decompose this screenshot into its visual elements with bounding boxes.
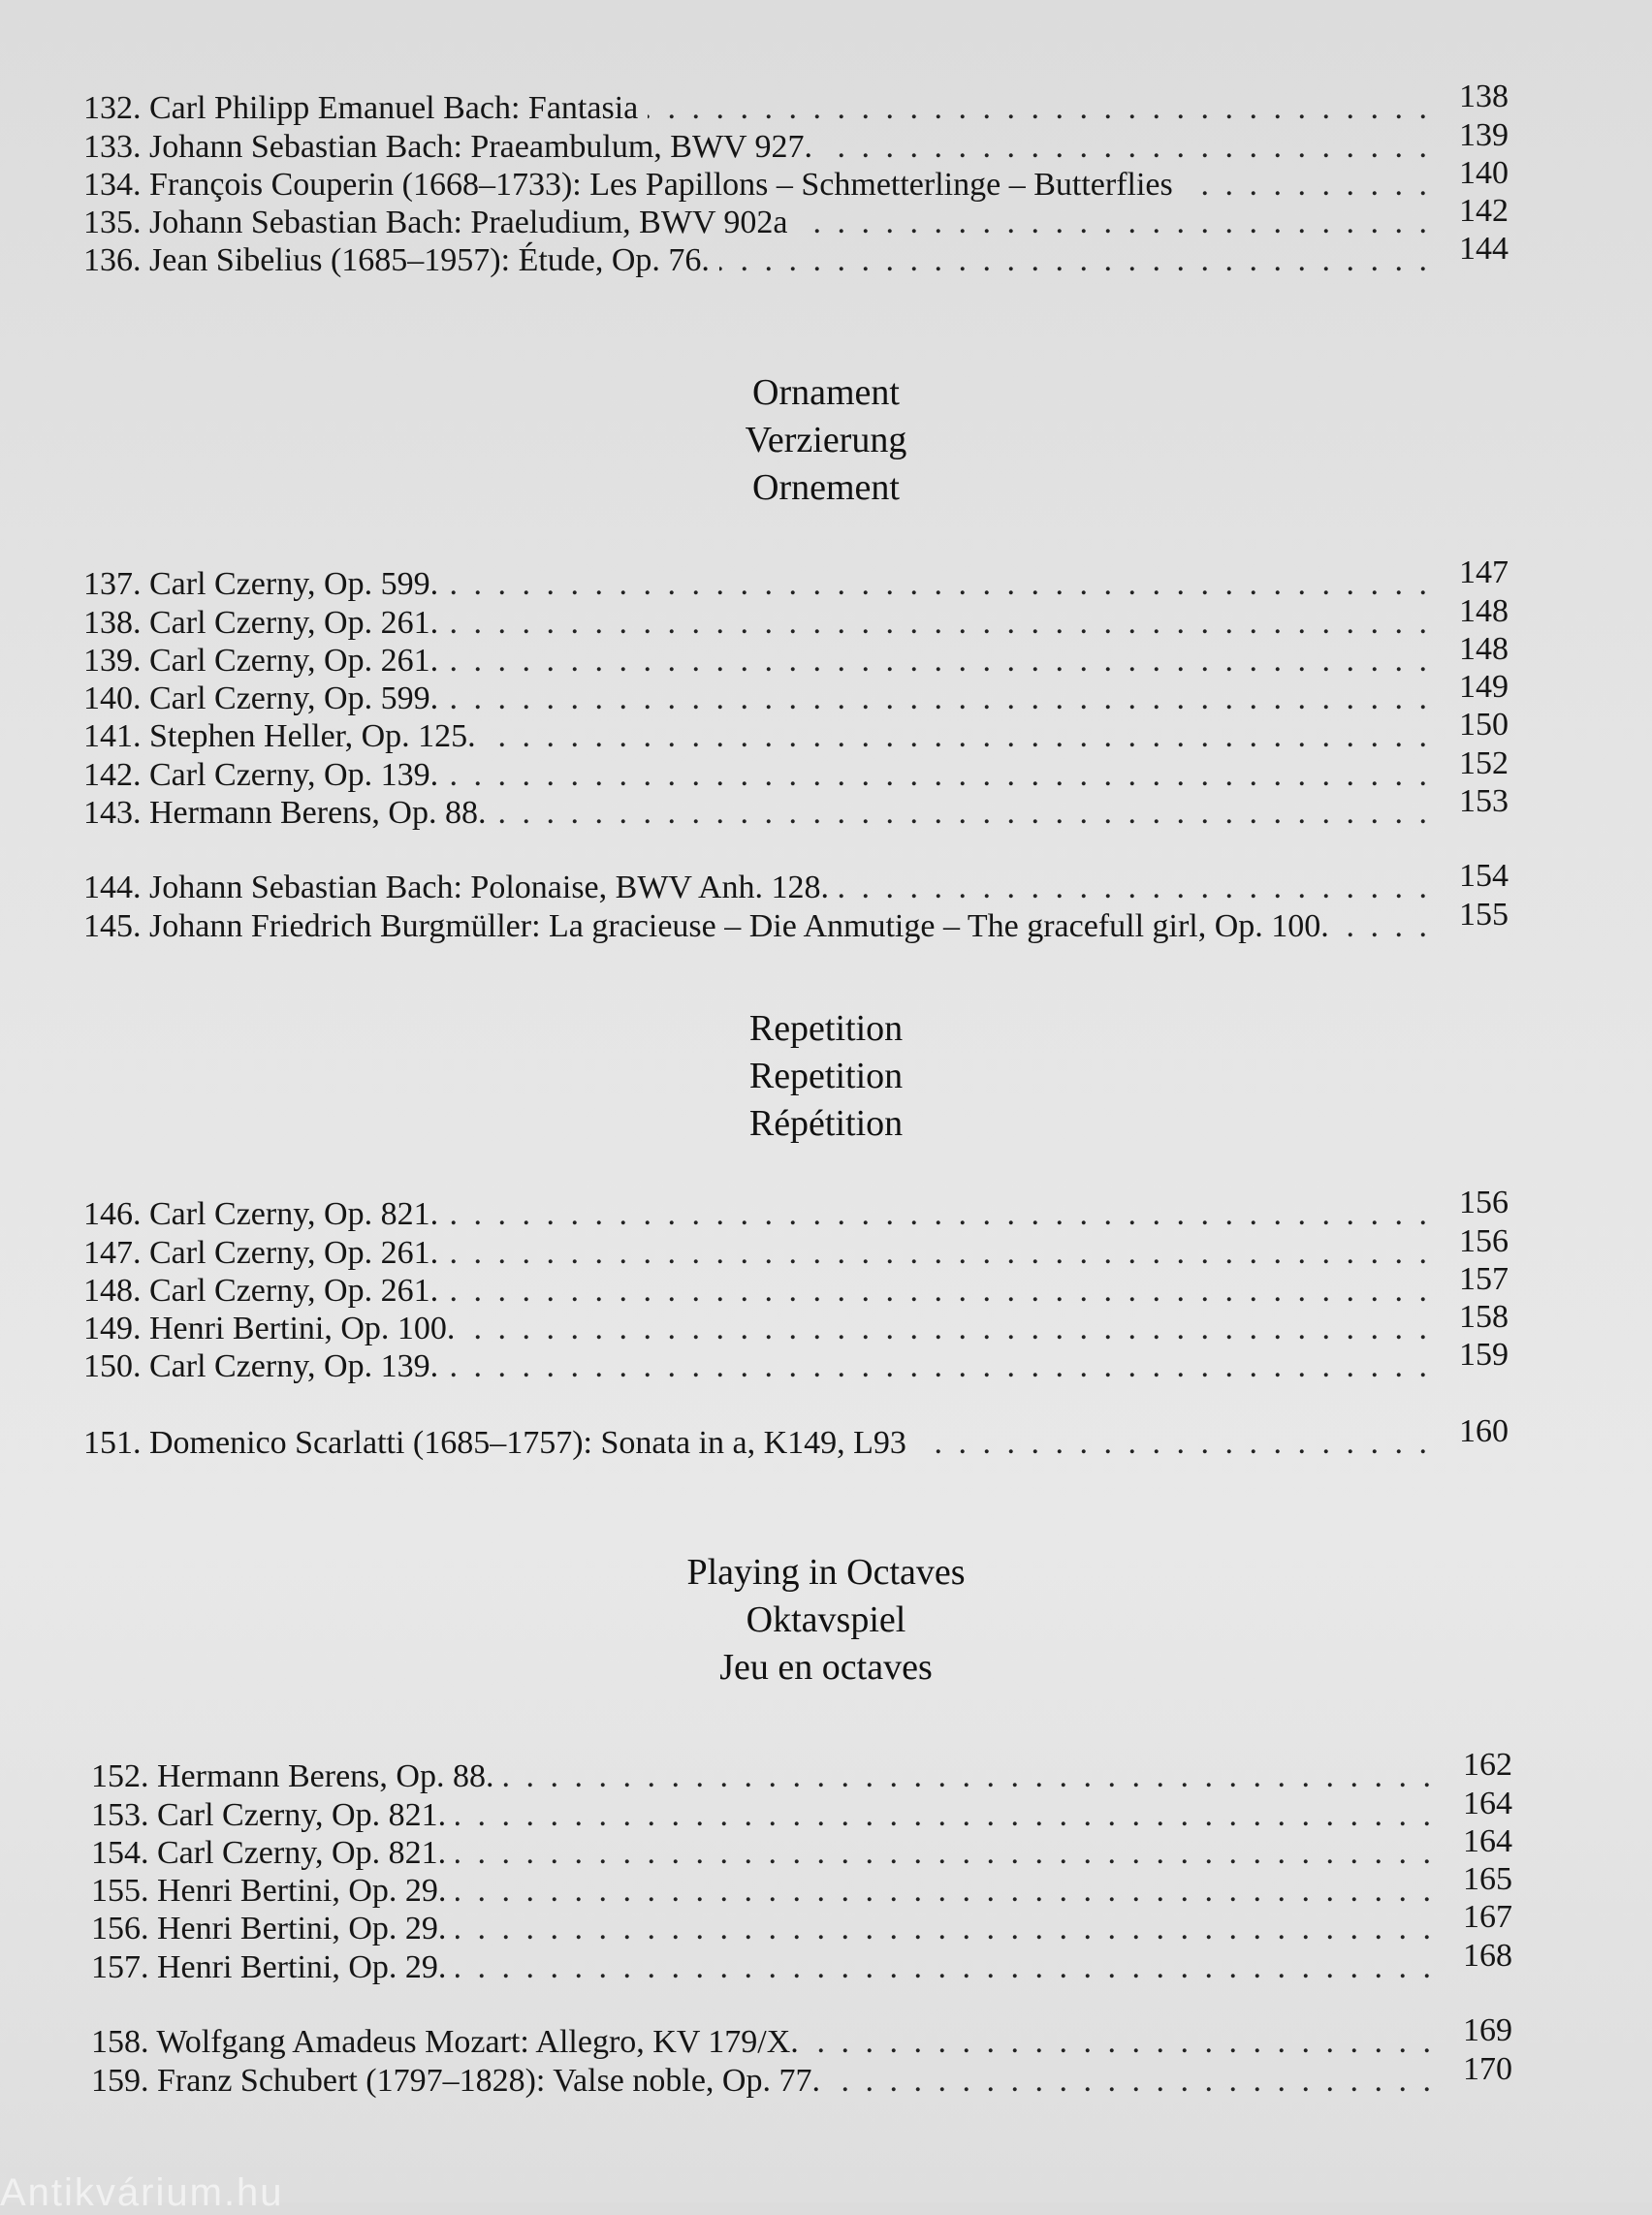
entry-title: 157. Henri Bertini, Op. 29.	[91, 1948, 447, 1985]
toc-entry	[83, 630, 1509, 680]
entry-title: 134. François Couperin (1668–1733): Les Papillons – Schmetterlinge – Butterflies	[83, 166, 1173, 203]
toc-entry	[83, 193, 1509, 241]
dot-leader	[448, 604, 1431, 642]
heading-line: Ornement	[752, 467, 900, 508]
toc-entry	[91, 1937, 1512, 1985]
dot-leader	[448, 565, 1431, 603]
entry-page-number: 155	[1459, 896, 1509, 933]
entry-title: 159. Franz Schubert (1797–1828): Valse noble, Op. 77.	[91, 2062, 820, 2099]
toc-entry	[91, 1785, 1512, 1833]
heading-line: Repetition	[748, 1056, 904, 1096]
dot-leader	[456, 1948, 1435, 1986]
heading-line: Verzierung	[745, 420, 907, 460]
entry-title: 141. Stephen Heller, Op. 125.	[83, 718, 476, 755]
entry-title: 139. Carl Czerny, Op. 261.	[83, 642, 439, 679]
dot-leader	[448, 1272, 1431, 1310]
toc-entry	[91, 1861, 1512, 1910]
toc-entry	[83, 154, 1509, 204]
entry-title: 135. Johann Sebastian Bach: Praeludium, BWV 902a	[83, 205, 788, 241]
entry-page-number: 153	[1459, 783, 1509, 820]
toc-group	[91, 1747, 1512, 1986]
entry-page-number: 159	[1459, 1337, 1509, 1374]
section-heading-octaves	[0, 1549, 1652, 1692]
entry-title: 138. Carl Czerny, Op. 261.	[83, 604, 439, 641]
toc-entry	[91, 1822, 1512, 1872]
entry-title: 148. Carl Czerny, Op. 261.	[83, 1272, 439, 1309]
entry-page-number: 164	[1463, 1785, 1512, 1821]
toc-entry	[83, 1413, 1509, 1462]
toc-entry	[91, 2012, 1512, 2061]
dot-leader	[503, 1757, 1435, 1795]
entry-title: 149. Henri Bertini, Op. 100.	[83, 1311, 456, 1347]
dot-leader	[456, 1834, 1435, 1872]
entry-title: 158. Wolfgang Amadeus Mozart: Allegro, KV 179/X.	[91, 2024, 799, 2061]
entry-page-number: 157	[1459, 1260, 1509, 1297]
entry-page-number: 156	[1459, 1222, 1509, 1259]
toc-group	[83, 1413, 1509, 1462]
entry-page-number: 148	[1459, 592, 1509, 629]
toc-group	[83, 858, 1509, 945]
entry-page-number: 165	[1463, 1861, 1512, 1898]
section-heading-repetition	[0, 1005, 1652, 1148]
entry-page-number: 144	[1459, 231, 1509, 268]
dot-leader	[448, 756, 1431, 794]
toc-entry	[91, 1747, 1512, 1795]
toc-entry	[83, 783, 1509, 832]
dot-leader	[797, 204, 1431, 241]
toc-group	[83, 79, 1509, 279]
dot-leader	[1183, 166, 1431, 204]
entry-page-number: 158	[1459, 1299, 1509, 1336]
dot-leader	[448, 1234, 1431, 1272]
dot-leader	[456, 1910, 1435, 1947]
entry-title: 155. Henri Bertini, Op. 29.	[91, 1873, 447, 1910]
heading-line: Répétition	[748, 1103, 904, 1144]
entry-page-number: 156	[1459, 1185, 1509, 1221]
entry-page-number: 142	[1459, 193, 1509, 230]
dot-leader	[448, 680, 1431, 717]
entry-title: 144. Johann Sebastian Bach: Polonaise, BWV Anh. 128.	[83, 870, 830, 906]
toc-group	[83, 1185, 1509, 1385]
toc-entry	[91, 1899, 1512, 1947]
toc-entry	[83, 79, 1509, 127]
dot-leader	[486, 717, 1431, 755]
entry-title: 154. Carl Czerny, Op. 821.	[91, 1834, 447, 1871]
entry-page-number: 148	[1459, 630, 1509, 667]
dot-leader	[809, 2023, 1435, 2061]
entry-page-number: 149	[1459, 669, 1509, 706]
entry-page-number: 167	[1463, 1899, 1512, 1936]
entry-page-number: 152	[1459, 744, 1509, 781]
dot-leader	[456, 1872, 1435, 1910]
toc-entry	[83, 896, 1509, 944]
entry-title: 142. Carl Czerny, Op. 139.	[83, 756, 439, 793]
toc-group	[83, 554, 1509, 832]
dot-leader	[719, 241, 1431, 279]
toc-entry	[91, 2050, 1512, 2099]
entry-page-number: 140	[1459, 154, 1509, 191]
entry-title: 145. Johann Friedrich Burgmüller: La gracieuse – Die Anmutige – The gracefull girl, Op. 100.	[83, 907, 1329, 944]
toc-entry	[83, 1260, 1509, 1310]
entry-title: 150. Carl Czerny, Op. 139.	[83, 1348, 439, 1385]
entry-title: 143. Hermann Berens, Op. 88.	[83, 795, 487, 832]
entry-title: 133. Johann Sebastian Bach: Praeambulum, BWV 927.	[83, 128, 812, 165]
entry-title: 140. Carl Czerny, Op. 599.	[83, 680, 439, 717]
toc-entry	[83, 554, 1509, 603]
entry-page-number: 169	[1463, 2012, 1512, 2049]
entry-page-number: 168	[1463, 1937, 1512, 1974]
toc-entry	[83, 116, 1509, 165]
entry-title: 151. Domenico Scarlatti (1685–1757): Sonata in a, K149, L93	[83, 1425, 906, 1462]
heading-line: Oktavspiel	[746, 1599, 906, 1640]
dot-leader	[839, 869, 1431, 906]
entry-page-number: 138	[1459, 79, 1509, 115]
dot-leader	[448, 1195, 1431, 1233]
entry-title: 153. Carl Czerny, Op. 821.	[91, 1796, 447, 1833]
toc-group	[91, 2012, 1512, 2100]
dot-leader	[1339, 907, 1431, 945]
entry-title: 147. Carl Czerny, Op. 261.	[83, 1234, 439, 1271]
toc-entry	[83, 592, 1509, 641]
entry-page-number: 147	[1459, 554, 1509, 591]
entry-page-number: 150	[1459, 707, 1509, 744]
toc-entry	[83, 858, 1509, 906]
entry-title: 152. Hermann Berens, Op. 88.	[91, 1758, 494, 1795]
heading-line: Playing in Octaves	[686, 1552, 966, 1593]
entry-page-number: 164	[1463, 1822, 1512, 1859]
heading-line: Repetition	[748, 1008, 904, 1049]
dot-leader	[448, 1347, 1431, 1385]
entry-title: 137. Carl Czerny, Op. 599.	[83, 566, 439, 603]
toc-entry	[83, 1185, 1509, 1233]
section-heading-ornament	[0, 369, 1652, 512]
entry-page-number: 154	[1459, 858, 1509, 895]
entry-page-number: 170	[1463, 2050, 1512, 2087]
dot-leader	[822, 128, 1431, 166]
heading-line: Jeu en octaves	[719, 1647, 933, 1688]
entry-page-number: 139	[1459, 116, 1509, 153]
entry-title: 136. Jean Sibelius (1685–1957): Étude, Op. 76.	[83, 242, 710, 279]
toc-entry	[83, 1337, 1509, 1385]
entry-title: 156. Henri Bertini, Op. 29.	[91, 1911, 447, 1947]
entry-title: 132. Carl Philipp Emanuel Bach: Fantasia	[83, 90, 639, 127]
watermark-text: Antikvárium.hu	[0, 2171, 284, 2214]
toc-entry	[83, 707, 1509, 755]
entry-page-number: 160	[1459, 1413, 1509, 1450]
dot-leader	[448, 642, 1431, 680]
dot-leader	[916, 1424, 1431, 1462]
dot-leader	[495, 794, 1431, 832]
toc-entry	[83, 1299, 1509, 1347]
entry-page-number: 162	[1463, 1747, 1512, 1784]
dot-leader	[456, 1796, 1435, 1834]
toc-entry	[83, 231, 1509, 279]
toc-entry	[83, 1222, 1509, 1271]
toc-entry	[83, 669, 1509, 717]
entry-title: 146. Carl Czerny, Op. 821.	[83, 1196, 439, 1233]
dot-leader	[464, 1310, 1431, 1347]
heading-line: Ornament	[752, 372, 900, 413]
dot-leader	[648, 89, 1431, 127]
toc-entry	[83, 744, 1509, 793]
dot-leader	[830, 2062, 1435, 2100]
